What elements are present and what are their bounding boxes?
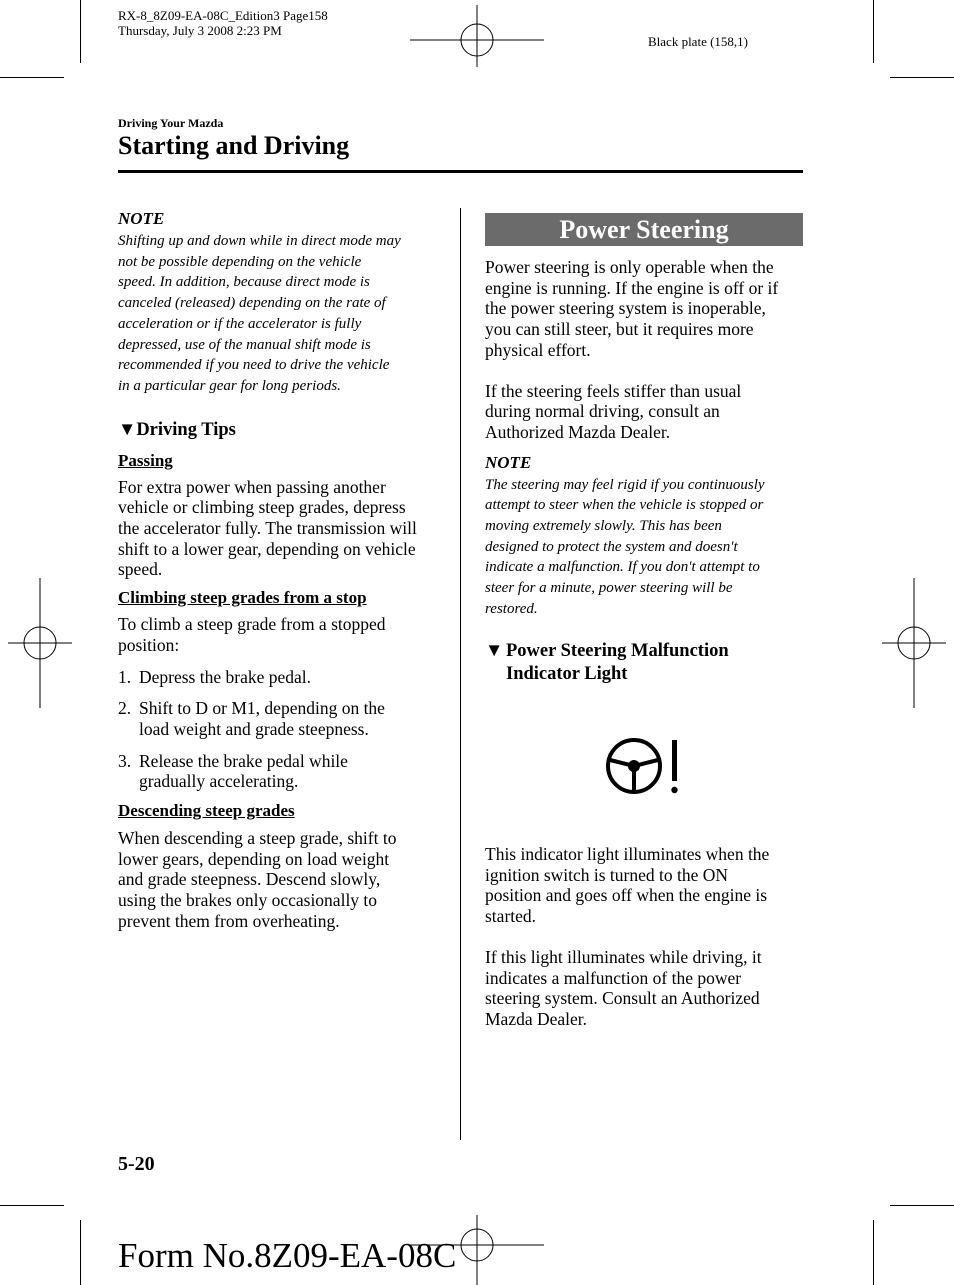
crop-mark	[890, 1205, 954, 1206]
crop-mark	[0, 1205, 64, 1206]
power-steering-banner: Power Steering	[485, 213, 803, 246]
body-line: the power steering system is inoperable,	[485, 298, 766, 319]
right-column	[485, 257, 803, 686]
body-line: position:	[118, 634, 180, 655]
registration-mark-right	[882, 578, 946, 708]
body-line: lower gears, depending on load weight	[118, 848, 390, 869]
note-line: designed to protect the system and doesn't	[485, 538, 738, 555]
body-line: For extra power when passing another	[118, 476, 386, 497]
body-line: Mazda Dealer.	[485, 1008, 588, 1029]
driving-tips-heading	[118, 419, 443, 442]
note-line: moving extremely slowly. This has been	[485, 518, 722, 535]
body-line: position and goes off when the engine is	[485, 885, 768, 906]
note-line: The steering may feel rigid if you continuously	[485, 476, 765, 493]
note-line: depressed, use of the manual shift mode is	[118, 336, 371, 353]
note-line: acceleration or if the accelerator is fully	[118, 315, 362, 332]
malfunction-heading	[485, 640, 803, 686]
print-meta	[118, 8, 328, 38]
climbing-intro	[118, 614, 443, 655]
crop-mark	[80, 0, 81, 63]
body-line: shift to a lower gear, depending on vehicle	[118, 538, 416, 559]
note-text	[118, 231, 443, 397]
note-line: not be possible depending on the vehicle	[118, 253, 362, 270]
note-line: speed. In addition, because direct mode is	[118, 274, 370, 291]
list-line: load weight and grade steepness.	[139, 718, 369, 739]
indicator-description	[485, 844, 803, 1030]
list-number: 1.	[118, 666, 132, 687]
crop-mark	[0, 77, 64, 78]
note-line: recommended if you need to drive the vehicle	[118, 357, 390, 374]
body-line: and grade steepness. Descend slowly,	[118, 869, 381, 890]
column-divider	[460, 208, 461, 1140]
intro-paragraph	[485, 257, 803, 361]
note-text	[485, 475, 803, 620]
climbing-heading: Climbing steep grades from a stop	[118, 588, 367, 608]
crop-mark	[890, 77, 954, 78]
driving-tips-label: Driving Tips	[136, 419, 236, 440]
body-line: prevent them from overheating.	[118, 910, 340, 931]
body-line: you can still steer, but it requires more	[485, 319, 754, 340]
list-line: Shift to D or M1, depending on the	[139, 698, 385, 719]
body-line: using the brakes only occasionally to	[118, 890, 378, 911]
print-date-line: Thursday, July 3 2008 2:23 PM	[118, 23, 282, 38]
list-number: 3.	[118, 750, 132, 771]
malfunction-paragraph	[485, 947, 803, 1030]
body-line: the accelerator fully. The transmission will	[118, 518, 417, 539]
body-line: speed.	[118, 559, 163, 580]
body-line: steering system. Consult an Authorized	[485, 988, 760, 1009]
note-line: in a particular gear for long periods.	[118, 377, 341, 394]
body-line: If the steering feels stiffer than usual	[485, 380, 742, 401]
list-item	[118, 698, 443, 739]
passing-heading: Passing	[118, 450, 173, 470]
list-item	[118, 751, 443, 792]
body-line: If this light illuminates while driving, it	[485, 946, 762, 967]
crop-mark	[873, 1220, 874, 1285]
left-column	[118, 209, 443, 932]
note-heading: NOTE	[118, 209, 165, 228]
triangle-marker-icon: ▼	[485, 640, 504, 661]
black-plate-label: Black plate (158,1)	[648, 34, 748, 49]
body-line: ignition switch is turned to the ON	[485, 864, 729, 885]
note-line: steer for a minute, power steering will be	[485, 580, 733, 597]
body-line: Power steering is only operable when the	[485, 257, 774, 277]
descending-heading: Descending steep grades	[118, 801, 295, 821]
list-item	[118, 667, 443, 688]
print-file-line: RX-8_8Z09-EA-08C_Edition3 Page158	[118, 8, 328, 23]
malfunction-heading-line: Power Steering Malfunction	[506, 640, 729, 661]
body-line: started.	[485, 906, 537, 927]
note-line: indicate a malfunction. If you don't attempt to	[485, 559, 760, 576]
body-line: indicates a malfunction of the power	[485, 967, 742, 988]
power-steering-warning-icon	[604, 734, 686, 796]
title-rule	[118, 170, 803, 173]
note-line: restored.	[485, 600, 538, 617]
body-line: physical effort.	[485, 339, 591, 360]
list-line: gradually accelerating.	[139, 771, 299, 792]
form-number: Form No.8Z09-EA-08C	[118, 1236, 457, 1275]
page-title: Starting and Driving	[118, 131, 350, 160]
indicator-paragraph	[485, 844, 803, 927]
body-line: To climb a steep grade from a stopped	[118, 614, 386, 635]
note-line: attempt to steer when the vehicle is stopped or	[485, 497, 764, 514]
registration-mark-left	[8, 578, 72, 708]
note-line: canceled (released) depending on the rate of	[118, 295, 386, 312]
body-line: This indicator light illuminates when the	[485, 844, 770, 864]
registration-mark-top	[410, 5, 544, 67]
page-number: 5-20	[118, 1153, 155, 1175]
body-line: engine is running. If the engine is off or if	[485, 277, 779, 298]
passing-text	[118, 477, 443, 581]
crop-mark	[873, 0, 874, 63]
list-line: Depress the brake pedal.	[139, 666, 312, 687]
body-line: When descending a steep grade, shift to	[118, 828, 397, 849]
body-line: Authorized Mazda Dealer.	[485, 421, 671, 442]
body-line: vehicle or climbing steep grades, depress	[118, 497, 406, 518]
triangle-marker-icon: ▼	[118, 419, 137, 440]
stiffness-paragraph	[485, 381, 803, 443]
list-line: Release the brake pedal while	[139, 750, 348, 771]
list-number: 2.	[118, 698, 132, 719]
crop-mark	[80, 1220, 81, 1285]
descending-text	[118, 828, 443, 932]
body-line: during normal driving, consult an	[485, 401, 720, 422]
section-label: Driving Your Mazda	[118, 116, 224, 130]
note-line: Shifting up and down while in direct mode may	[118, 233, 401, 249]
malfunction-heading-line: Indicator Light	[506, 663, 628, 684]
note-heading: NOTE	[485, 452, 532, 472]
